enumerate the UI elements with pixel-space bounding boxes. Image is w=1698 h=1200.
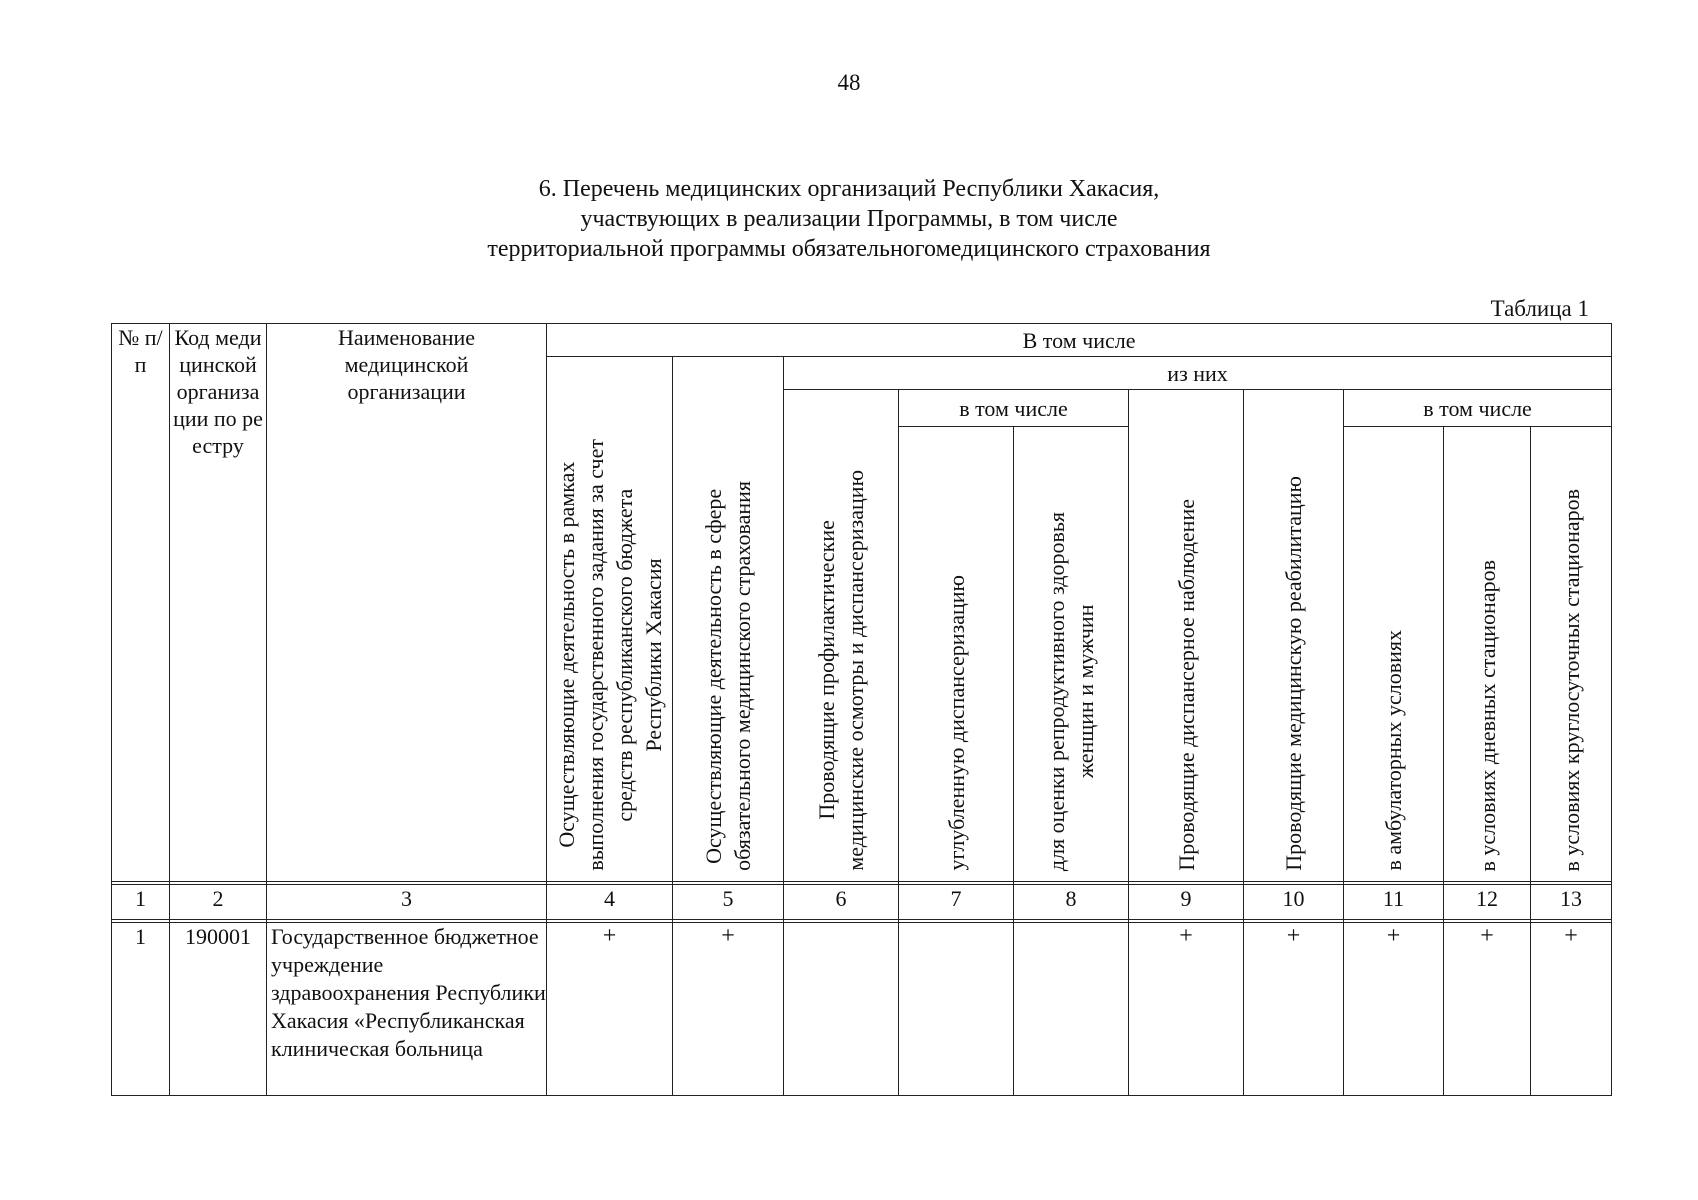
page-number: 48 (837, 70, 861, 95)
title-line-2: участвующих в реализации Программы, в том числе (580, 206, 1118, 232)
header-col6-label: Проводящие профилактические медицинские осмотры и диспансеризацию (814, 470, 868, 871)
header-col8-label: для оценки репродуктивного здоровья женщин и мужчин (1044, 511, 1098, 871)
header-cell-6 (784, 390, 899, 882)
header-cell-10 (1244, 390, 1344, 882)
column-number: 13 (1531, 885, 1612, 920)
header-col4-label: Осуществляющие деятельность в рамках выполнения государственного задания за счет средств республиканского бюджета Республики Хакасия (553, 439, 666, 871)
header-cell-13 (1531, 427, 1612, 882)
row-col9-mark: + (1129, 923, 1244, 1096)
column-number: 7 (899, 885, 1014, 920)
column-number: 6 (784, 885, 899, 920)
header-group-incl-b (1344, 390, 1612, 427)
table-label: Таблица 1 (1490, 296, 1589, 321)
header-code-label: Код медицинской организации по реестру (173, 325, 263, 458)
column-number: 10 (1244, 885, 1344, 920)
row-col4-mark: + (547, 923, 673, 1096)
column-number: 12 (1444, 885, 1531, 920)
header-cell-7 (899, 427, 1014, 882)
header-col9-label: Проводящие диспансерное наблюдение (1173, 499, 1199, 871)
header-group-all-label: В том числе (1022, 327, 1136, 353)
header-group-incl-b-label: в том числе (1423, 395, 1532, 421)
row-col8-mark (1014, 923, 1129, 1096)
header-col5-label: Осуществляющие деятельность в сфере обязательного медицинского страхования (701, 481, 755, 871)
header-group-incl-a-label: в том числе (959, 395, 1068, 421)
column-number: 9 (1129, 885, 1244, 920)
row-col6-mark (784, 923, 899, 1096)
header-col7-label: углубленную диспансеризацию (943, 575, 969, 871)
header-cell-9 (1129, 390, 1244, 882)
title-line-1: 6. Перечень медицинских организаций Республики Хакасия, (538, 176, 1160, 202)
header-cell-name (267, 324, 547, 882)
header-cell-8 (1014, 427, 1129, 882)
document-title (0, 174, 1698, 264)
row-code: 190001 (170, 923, 267, 1096)
header-col10-label: Проводящие медицинскую реабилитацию (1281, 476, 1306, 871)
row-col7-mark (899, 923, 1014, 1096)
header-cell-number (112, 324, 170, 882)
header-group-of-them (784, 357, 1612, 390)
organizations-table (111, 323, 1612, 1096)
header-cell-5 (673, 357, 784, 882)
header-cell-11 (1344, 427, 1444, 882)
header-col11-label: в амбулаторных условиях (1381, 630, 1406, 871)
header-number-label: № п/п (118, 325, 163, 377)
row-number: 1 (112, 923, 170, 1096)
column-number: 4 (547, 885, 673, 920)
table-row (112, 923, 1612, 1096)
header-cell-code (170, 324, 267, 882)
column-number: 8 (1014, 885, 1129, 920)
column-number: 3 (267, 885, 547, 920)
column-number-row (112, 885, 1612, 920)
column-number: 2 (170, 885, 267, 920)
header-name-label: Наименование медицинской организации (337, 325, 476, 404)
column-number: 1 (112, 885, 170, 920)
title-line-3: территориальной программы обязательногомедицинского страхования (487, 236, 1211, 262)
column-number: 11 (1344, 885, 1444, 920)
row-col10-mark: + (1244, 923, 1344, 1096)
header-group-incl-a (899, 390, 1129, 427)
row-col12-mark: + (1444, 923, 1531, 1096)
row-col5-mark: + (673, 923, 784, 1096)
row-col13-mark: + (1531, 923, 1612, 1096)
header-cell-12 (1444, 427, 1531, 882)
header-cell-4 (547, 357, 673, 882)
header-group-all (547, 324, 1612, 357)
header-group-of-them-label: из них (1167, 360, 1228, 386)
row-col11-mark: + (1344, 923, 1444, 1096)
column-number: 5 (673, 885, 784, 920)
row-organization-name: Государственное бюджетное учреждение здравоохранения Республики Хакасия «Республиканская клиническая больница (267, 923, 547, 1096)
header-col12-label: в условиях дневных стационаров (1474, 559, 1500, 871)
header-col13-label: в условиях круглосуточных стационаров (1558, 488, 1584, 871)
